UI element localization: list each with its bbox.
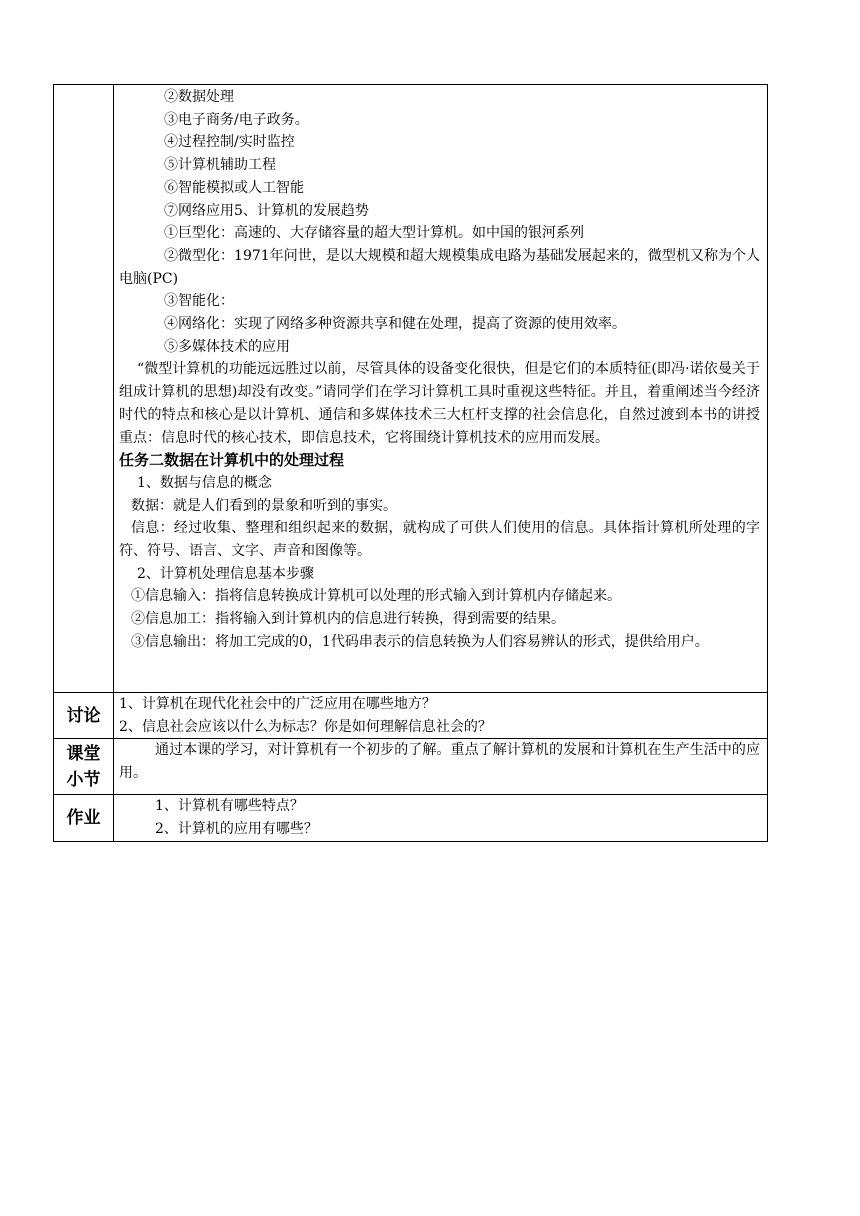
step-item: ②信息加工：指将输入到计算机内的信息进行转换，得到需要的结果。 xyxy=(131,611,565,628)
list-item: ③智能化： xyxy=(164,293,234,310)
discussion-row xyxy=(54,693,768,739)
lesson-plan-table xyxy=(53,84,768,842)
discussion-label xyxy=(54,693,114,739)
subsection-title: 1、数据与信息的概念 xyxy=(137,474,272,491)
homework-cell xyxy=(114,795,768,841)
summary-label xyxy=(54,739,114,795)
list-item: ②数据处理 xyxy=(164,89,234,105)
discussion-label-text: 讨论 xyxy=(66,705,101,726)
content-cell xyxy=(114,85,768,693)
summary-row xyxy=(54,739,768,795)
list-item: ⑥智能模拟或人工智能 xyxy=(164,179,304,196)
summary-text: 通过本课的学习，对计算机有一个初步的了解。重点了解计算机的发展和计算机在生产生活中的应用。 xyxy=(119,742,760,782)
quote-paragraph: “微型计算机的功能远远胜过以前，尽管具体的设备变化很快，但是它们的本质特征(即冯·诺依曼关于组成计算机的思想)却没有改变。”请同学们在学习计算机工具时重视这些特征。并且，着重阐述当今经济时代的特点和核心是以计算机、通信和多媒体技术三大杠杆支撑的社会信息化，自然过渡到本书的讲授重点：信息时代的核心技术，即信息技术，它将围绕计算机技术的应用而发展。 xyxy=(119,361,760,446)
list-item: ③电子商务/电子政务。 xyxy=(164,111,309,128)
list-item: ⑤多媒体技术的应用 xyxy=(164,338,290,355)
step-item: ③信息输出：将加工完成的0，1代码串表示的信息转换为人们容易辨认的形式，提供给用户。 xyxy=(131,633,709,650)
content-row xyxy=(54,85,768,693)
list-item: ④过程控制/实时监控 xyxy=(164,134,295,151)
list-item: ①巨型化：高速的、大存储容量的超大型计算机。如中国的银河系列 xyxy=(164,225,584,242)
micro-paragraph: ②微型化：1971年问世，是以大规模和超大规模集成电路为基础发展起来的，微型机又称为个人电脑(PC) xyxy=(119,247,760,287)
step-item: ①信息输入：指将信息转换成计算机可以处理的形式输入到计算机内存储起来。 xyxy=(131,588,621,605)
homework-question: 2、计算机的应用有哪些？ xyxy=(155,821,318,838)
list-item: ⑦网络应用5、计算机的发展趋势 xyxy=(164,202,369,219)
content-label-cell xyxy=(54,85,114,693)
homework-question: 1、计算机有哪些特点？ xyxy=(155,798,304,815)
discussion-question: 1、计算机在现代化社会中的广泛应用在哪些地方？ xyxy=(119,696,436,712)
definition-info: 信息：经过收集、整理和组织起来的数据，就构成了可供人们使用的信息。具体指计算机所处理的字符、符号、语言、文字、声音和图像等。 xyxy=(119,520,760,560)
list-item: ④网络化：实现了网络多种资源共享和健在处理，提高了资源的使用效率。 xyxy=(164,316,626,333)
discussion-cell xyxy=(114,693,768,739)
section-heading: 任务二数据在计算机中的处理过程 xyxy=(119,451,345,470)
homework-label xyxy=(54,795,114,841)
homework-row xyxy=(54,795,768,841)
subsection-title: 2、计算机处理信息基本步骤 xyxy=(137,565,314,582)
list-item: ⑤计算机辅助工程 xyxy=(164,157,276,174)
summary-label-line1: 课堂 xyxy=(66,743,101,764)
definition-data: 数据：就是人们看到的景象和听到的事实。 xyxy=(131,497,397,514)
summary-label-line2: 小节 xyxy=(66,769,101,790)
discussion-question: 2、信息社会应该以什么为标志？你是如何理解信息社会的？ xyxy=(119,718,492,735)
summary-cell xyxy=(114,739,768,795)
homework-label-text: 作业 xyxy=(66,808,101,829)
